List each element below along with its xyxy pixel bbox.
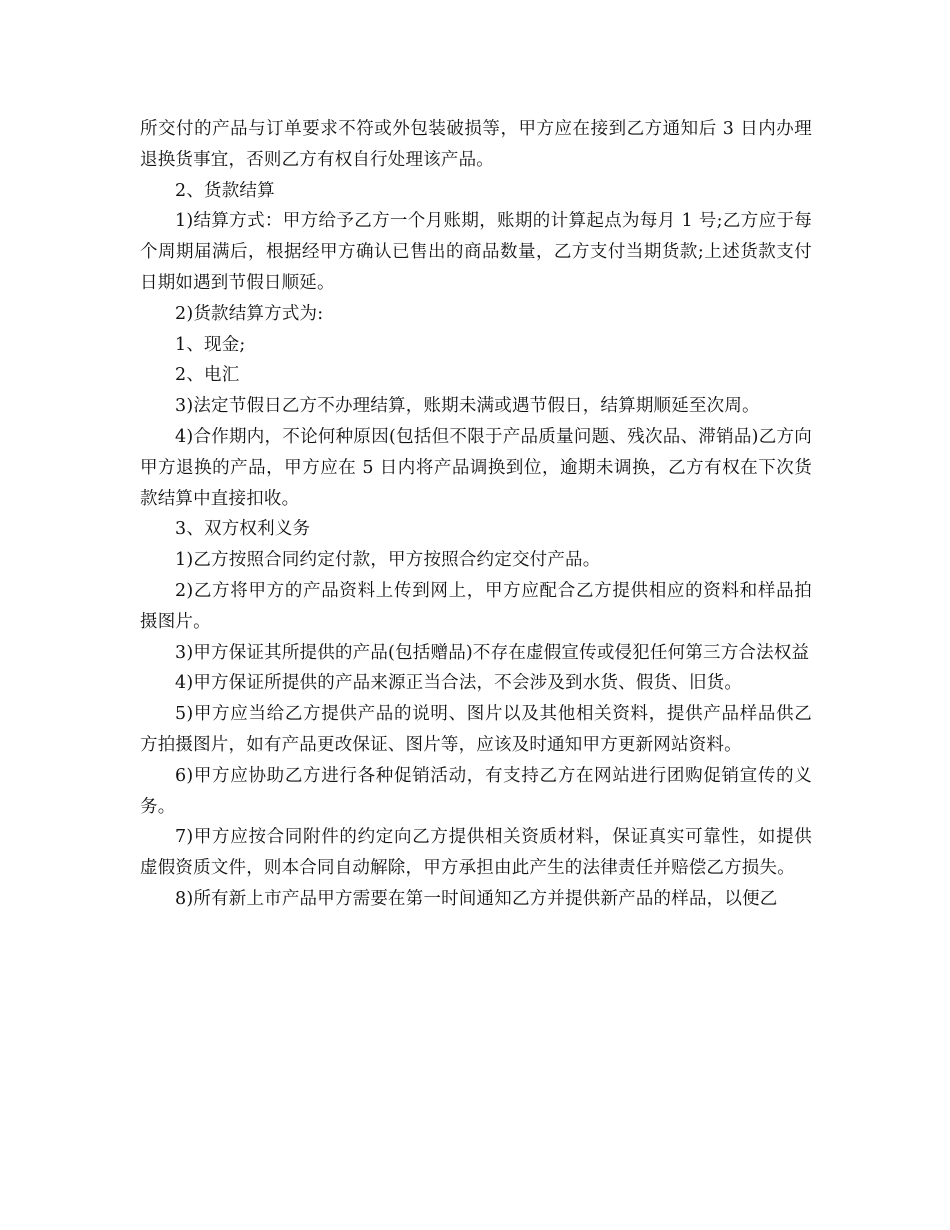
paragraph: 6)甲方应协助乙方进行各种促销活动，有支持乙方在网站进行团购促销宣传的义务。 (140, 765, 812, 817)
paragraph: 2)乙方将甲方的产品资料上传到网上，甲方应配合乙方提供相应的资料和样品拍摄图片。 (140, 580, 812, 632)
paragraph: 5)甲方应当给乙方提供产品的说明、图片以及其他相关资料，提供产品样品供乙方拍摄图片，如有产品更改保证、图片等，应该及时通知甲方更新网站资料。 (140, 704, 812, 755)
list-item: 2、电汇 (175, 365, 240, 386)
section-heading: 3、双方权利义务 (175, 519, 311, 540)
paragraph: 4)甲方保证所提供的产品来源正当合法，不会涉及到水货、假货、旧货。 (175, 673, 743, 694)
paragraph: 2)货款结算方式为: (175, 303, 324, 324)
paragraph: 3)法定节假日乙方不办理结算，账期未满或遇节假日，结算期顺延至次周。 (175, 396, 760, 417)
paragraph: 7)甲方应按合同附件的约定向乙方提供相关资质材料，保证真实可靠性，如提供虚假资质文件，则本合同自动解除，甲方承担由此产生的法律责任并赔偿乙方损失。 (140, 827, 812, 879)
paragraph: 4)合作期内，不论何种原因(包括但不限于产品质量问题、残次品、滞销品)乙方向甲方退换的产品，甲方应在 5 日内将产品调换到位，逾期未调换，乙方有权在下次货款结算中直接扣收。 (140, 426, 812, 509)
paragraph: 3)甲方保证其所提供的产品(包括赠品)不存在虚假宣传或侵犯任何第三方合法权益 (175, 642, 810, 663)
paragraph: 1)结算方式：甲方给予乙方一个月账期，账期的计算起点为每月 1 号;乙方应于每个周期届满后，根据经甲方确认已售出的商品数量，乙方支付当期货款;上述货款支付日期如遇到节假日顺延。 (140, 211, 812, 293)
document-page (140, 114, 812, 915)
paragraph: 8)所有新上市产品甲方需要在第一时间通知乙方并提供新产品的样品，以便乙 (175, 888, 778, 909)
list-item: 1、现金; (175, 334, 246, 355)
paragraph: 1)乙方按照合同约定付款，甲方按照合约定交付产品。 (175, 550, 601, 571)
paragraph: 所交付的产品与订单要求不符或外包装破损等，甲方应在接到乙方通知后 3 日内办理退换货事宜，否则乙方有权自行处理该产品。 (140, 119, 812, 170)
section-heading: 2、货款结算 (175, 180, 275, 201)
